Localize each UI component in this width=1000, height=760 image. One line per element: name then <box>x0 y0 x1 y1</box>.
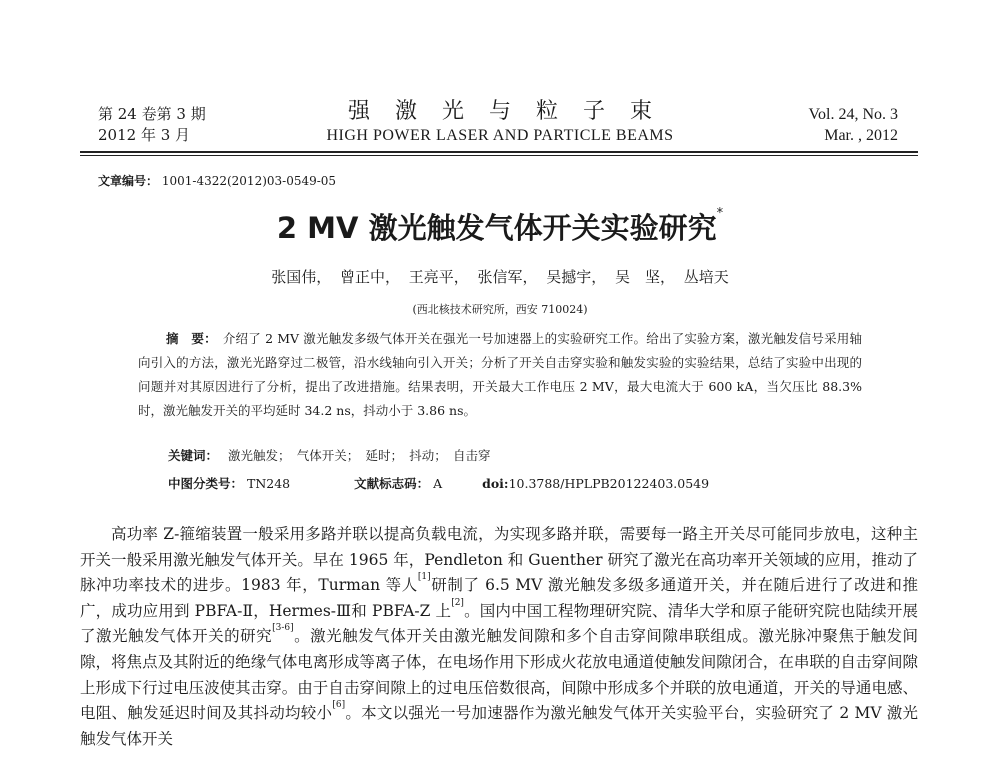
header-rule-thin <box>80 155 918 156</box>
volume-issue-cn: 第 24 卷第 3 期 <box>98 105 206 123</box>
clc-value: TN248 <box>247 476 291 491</box>
citation-4[interactable]: [6] <box>332 700 346 711</box>
doi-label: doi: <box>482 476 509 491</box>
article-id-label: 文章编号： <box>98 174 159 188</box>
clc-label: 中图分类号： <box>168 476 244 491</box>
volume-issue-en: Vol. 24, No. 3 <box>808 106 898 123</box>
abstract-text: 介绍了 2 MV 激光触发多级气体开关在强光一号加速器上的实验研究工作。给出了实验方案，激光触发信号采用轴向引入的方法，激光光路穿过二极管，沿水线轴向引入开关；分析了开关自击穿实验和触发实验的实验结果，总结了实验中出现的问题并对其原因进行了分析，提出了改进措施。结果表明，开关最大工作电压 2 MV，最大电流大于 600 kA，当欠压比 88.3%时，激光触发开关的平均延时 34.2 ns，抖动小于 3.86 ns。 <box>138 331 862 418</box>
abstract-label: 摘 要： <box>166 331 217 346</box>
body-text-part-4: 。激光触发气体开关由激光触发间隙和多个自击穿间隙串联组成。激光脉冲聚焦于触发间隙，将焦点及其附近的绝缘气体电离形成等离子体，在电场作用下形成火花放电通道使触发间隙闭合，在串联的自击穿间隙上形成下行过电压波使其击穿。由于自击穿间隙上的过电压倍数很高，间隙中形成多个并联的放电通道，开关的导通电感、电阻、触发延迟时间及其抖动均较小 <box>80 627 918 723</box>
doi-value: 10.3788/HPLPB20122403.0549 <box>508 476 710 491</box>
journal-title-cn: 强激光与粒子束 <box>347 99 677 124</box>
body-text-part-5: 。本文以强光一号加速器作为激光触发气体开关实验平台，实验研究了 2 MV 激光触发气体开关 <box>80 704 918 748</box>
body-paragraph <box>80 522 918 752</box>
paper-title <box>0 206 1000 247</box>
date-en: Mar. , 2012 <box>824 127 898 144</box>
paper-title-text: 2 MV 激光触发气体开关实验研究 <box>276 211 717 245</box>
keywords-text: 激光触发； 气体开关； 延时； 抖动； 自击穿 <box>228 448 491 463</box>
header-rule-thick <box>80 151 918 153</box>
body-text-part-1: 高功率 Z-箍缩装置一般采用多路并联以提高负载电流，为实现多路并联，需要每一路主开关尽可能同步放电，这种主开关一般采用激光触发气体开关。早在 1965 年，Pendleton 和 Guenther 研究了激光在高功率开关领域的应用，推动了脉冲功率技术的进步。1983 年，Turman 等人 <box>80 525 918 595</box>
citation-3[interactable]: [3-6] <box>272 623 294 634</box>
citation-1[interactable]: [1] <box>417 572 431 583</box>
author-list: 张国伟， 曾正中， 王亮平， 张信军， 吴撼宇， 吴 坚， 丛培天 <box>271 268 729 286</box>
classification-line <box>168 474 709 492</box>
citation-2[interactable]: [2] <box>451 597 464 608</box>
header-left <box>98 104 206 146</box>
header-center <box>250 98 750 147</box>
body-text-part-2: 研制了 6.5 MV 激光触发多级多通道开关，并在随后进行了改进和推广，成功应用到 PBFA-Ⅱ，Hermes-Ⅲ和 PBFA-Z 上 <box>80 576 918 620</box>
date-cn: 2012 年 3 月 <box>98 126 191 144</box>
affiliation: (西北核技术研究所，西安 710024) <box>412 303 588 316</box>
article-id-value: 1001-4322(2012)03-0549-05 <box>161 174 337 188</box>
doc-code-value: A <box>433 476 443 491</box>
header-right <box>809 104 899 146</box>
keywords <box>168 446 491 464</box>
journal-title-en: HIGH POWER LASER AND PARTICLE BEAMS <box>326 127 674 144</box>
title-footnote-mark: * <box>716 206 724 221</box>
keywords-label: 关键词： <box>168 448 219 463</box>
body-text-part-3: 。国内中国工程物理研究院、清华大学和原子能研究院也陆续开展了激光触发气体开关的研究 <box>80 601 918 646</box>
abstract <box>138 327 862 423</box>
doc-code-label: 文献标志码： <box>354 476 430 491</box>
article-id <box>98 172 336 189</box>
